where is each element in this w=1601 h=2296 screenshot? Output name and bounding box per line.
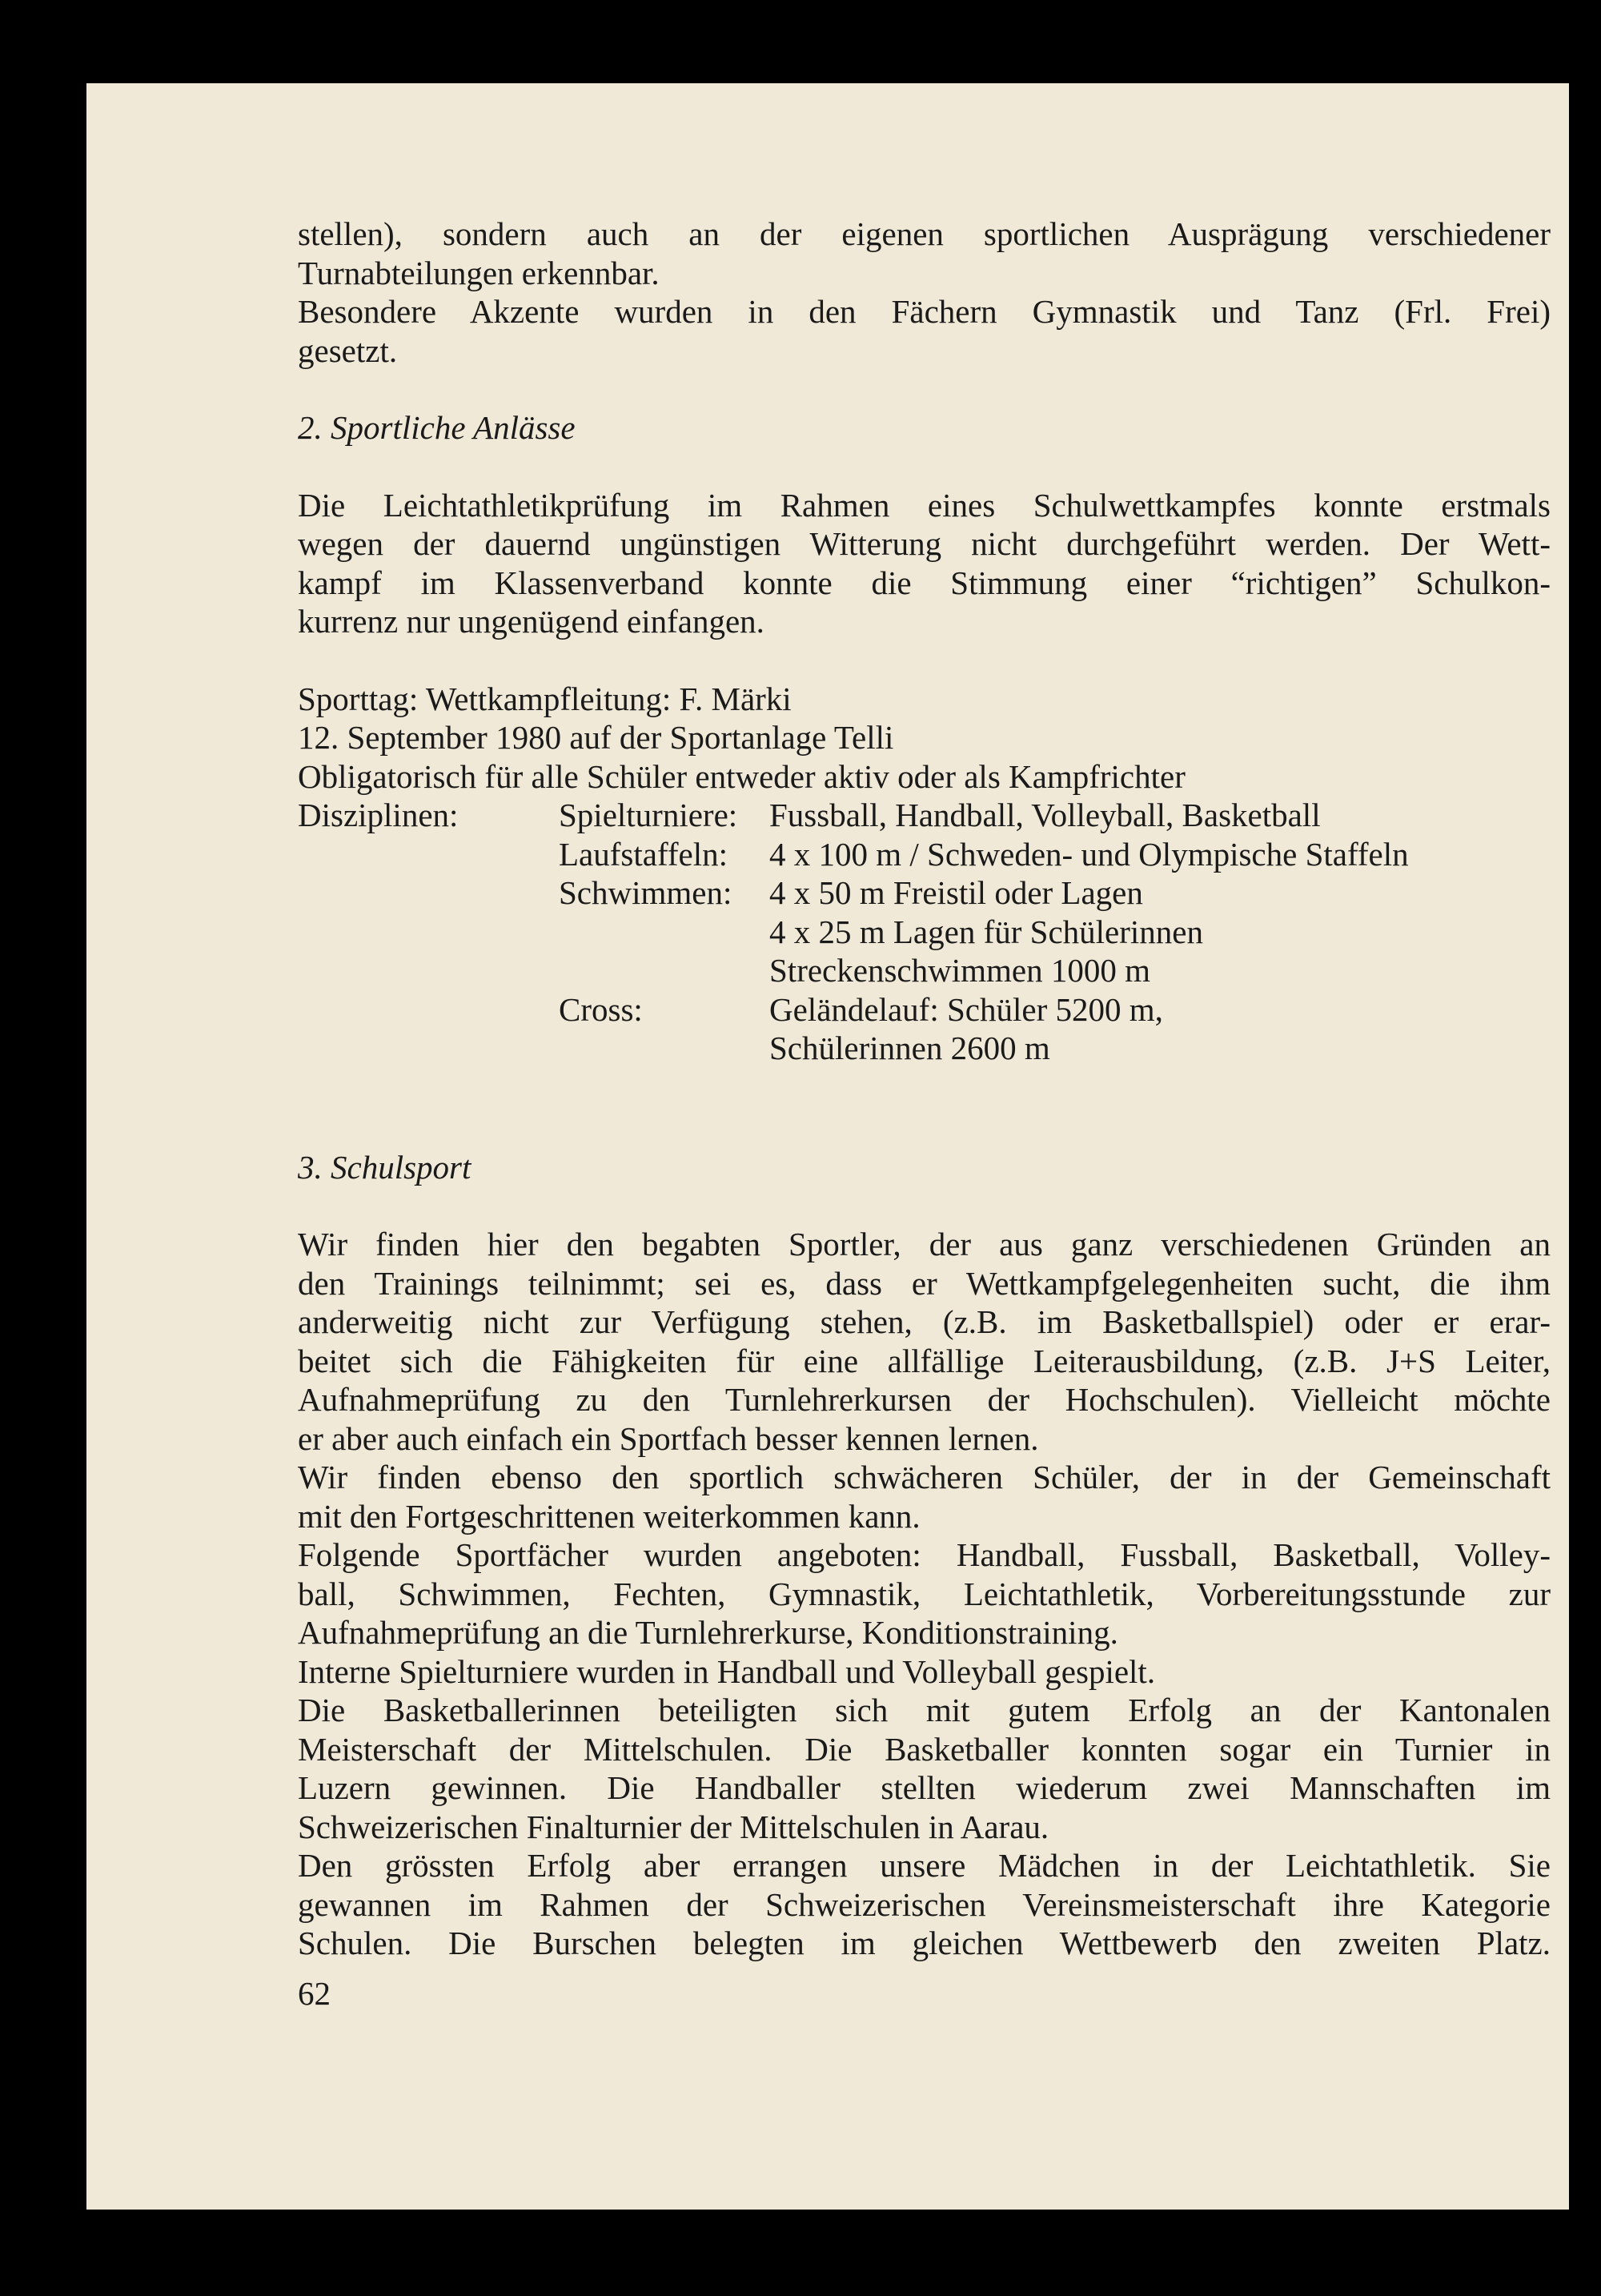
page-number: 62 xyxy=(298,1975,331,2012)
section-heading-anlaesse: 2. Sportliche Anlässe xyxy=(298,409,576,446)
text-line: Wir finden hier den begabten Sportler, der aus ganz verschiedenen Gründen an xyxy=(298,1226,1551,1262)
text-line: Den grössten Erfolg aber errangen unsere Mädchen in der Leichtathletik. Sie xyxy=(298,1847,1551,1884)
text-line: Schulen. Die Burschen belegten im gleichen Wettbewerb den zweiten Platz. xyxy=(298,1925,1551,1961)
discipline-detail: 4 x 25 m Lagen für Schülerinnen xyxy=(769,913,1203,950)
section-heading-schulsport: 3. Schulsport xyxy=(298,1148,471,1186)
text-line: gewannen im Rahmen der Schweizerischen Vereinsmeisterschaft ihre Kategorie xyxy=(298,1885,1551,1923)
text-line: Wir finden ebenso den sportlich schwächeren Schüler, der in der Gemeinschaft xyxy=(298,1459,1551,1495)
discipline-detail: Streckenschwimmen 1000 m xyxy=(769,952,1150,989)
text-line: Die Basketballerinnen beteiligten sich mit gutem Erfolg an der Kantonalen xyxy=(298,1692,1551,1728)
discipline-detail: Geländelauf: Schüler 5200 m, xyxy=(769,990,1163,1028)
sporttag-block xyxy=(298,680,1551,1068)
text-line: kurrenz nur ungenügend einfangen. xyxy=(298,603,764,640)
text-line: mit den Fortgeschrittenen weiterkommen kann. xyxy=(298,1497,921,1535)
text-line: Turnabteilungen erkennbar. xyxy=(298,254,660,291)
text-line: Meisterschaft der Mittelschulen. Die Basketballer konnten sogar ein Turnier in xyxy=(298,1730,1551,1768)
text-line: Die Leichtathletikprüfung im Rahmen eines Schulwettkampfes konnte erstmals xyxy=(298,486,1551,524)
sporttag-date: 12. September 1980 auf der Sportanlage Telli xyxy=(298,719,894,756)
text-line: Schweizerischen Finalturnier der Mittelschulen in Aarau. xyxy=(298,1808,1049,1845)
text-line: stellen), sondern auch an der eigenen sportlichen Ausprägung verschiedener xyxy=(298,215,1551,252)
text-line: Luzern gewinnen. Die Handballer stellten wiederum zwei Mannschaften im xyxy=(298,1769,1551,1806)
text-line: Besondere Akzente wurden in den Fächern Gymnastik und Tanz (Frl. Frei) xyxy=(298,293,1551,330)
intro-paragraph xyxy=(298,215,1551,370)
discipline-detail: 4 x 100 m / Schweden- und Olympische Staffeln xyxy=(769,835,1409,873)
discipline-category: Spielturniere: xyxy=(559,797,738,833)
text-line: Aufnahmeprüfung zu den Turnlehrerkursen der Hochschulen). Vielleicht möchte xyxy=(298,1381,1551,1418)
discipline-category: Schwimmen: xyxy=(559,874,732,911)
discipline-row xyxy=(298,990,1551,1030)
disziplinen-label: Disziplinen: xyxy=(298,797,459,833)
document-page xyxy=(86,83,1569,2210)
text-line: Aufnahmeprüfung an die Turnlehrerkurse, Konditionstraining. xyxy=(298,1614,1118,1651)
discipline-row xyxy=(298,1029,1551,1068)
text-line: wegen der dauernd ungünstigen Witterung nicht durchgeführt werden. Der Wett- xyxy=(298,525,1551,562)
text-line: den Trainings teilnimmt; sei es, dass er Wettkampfgelegenheiten sucht, die ihm xyxy=(298,1264,1551,1302)
discipline-detail: 4 x 50 m Freistil oder Lagen xyxy=(769,874,1143,911)
text-line: Folgende Sportfächer wurden angeboten: Handball, Fussball, Basketball, Volley- xyxy=(298,1536,1551,1573)
text-line: anderweitig nicht zur Verfügung stehen, (z.B. im Basketballspiel) oder er erar- xyxy=(298,1303,1551,1340)
text-line: ball, Schwimmen, Fechten, Gymnastik, Leichtathletik, Vorbereitungsstunde zur xyxy=(298,1575,1551,1612)
discipline-row xyxy=(298,951,1551,990)
text-line: beitet sich die Fähigkeiten für eine allfällige Leiterausbildung, (z.B. J+S Leiter, xyxy=(298,1342,1551,1379)
discipline-detail: Schülerinnen 2600 m xyxy=(769,1030,1050,1066)
discipline-row xyxy=(298,796,1551,835)
discipline-category: Laufstaffeln: xyxy=(559,835,728,873)
text-line: gesetzt. xyxy=(298,331,398,369)
sporttag-line: Sporttag: Wettkampfleitung: F. Märki xyxy=(298,680,792,717)
discipline-category: Cross: xyxy=(559,990,643,1028)
discipline-row xyxy=(298,913,1551,952)
anlaesse-paragraph xyxy=(298,486,1551,641)
text-line: kampf im Klassenverband konnte die Stimmung einer “richtigen” Schulkon- xyxy=(298,564,1551,601)
discipline-detail: Fussball, Handball, Volleyball, Basketball xyxy=(769,797,1321,833)
text-line: er aber auch einfach ein Sportfach besser kennen lernen. xyxy=(298,1419,1039,1457)
page-content xyxy=(298,215,1551,1963)
schulsport-paragraphs xyxy=(298,1225,1551,1963)
discipline-row xyxy=(298,835,1551,874)
sporttag-obligation: Obligatorisch für alle Schüler entweder aktiv oder als Kampfrichter xyxy=(298,757,1186,795)
discipline-row xyxy=(298,873,1551,913)
text-line: Interne Spielturniere wurden in Handball und Volleyball gespielt. xyxy=(298,1652,1156,1690)
